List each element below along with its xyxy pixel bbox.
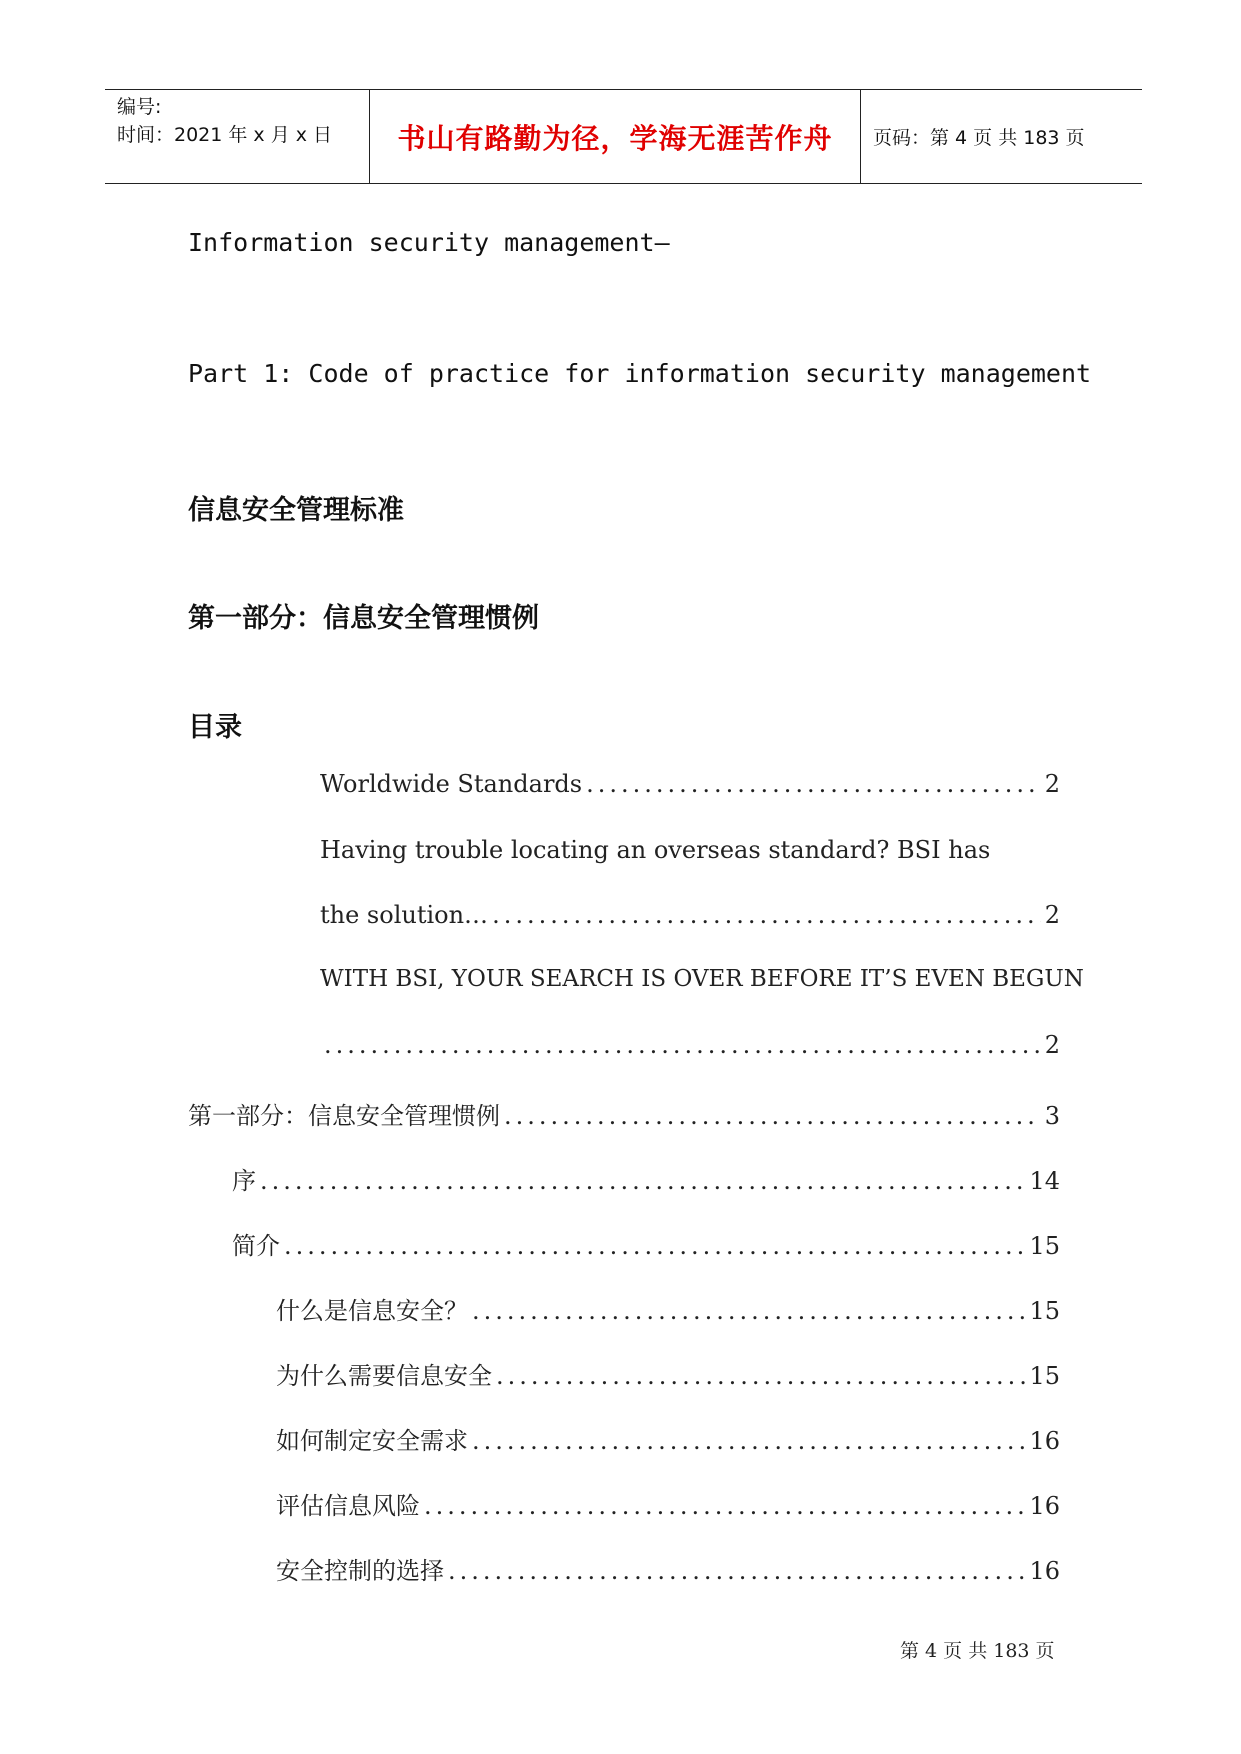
toc-entry-page: 2 bbox=[1044, 901, 1060, 929]
document-date: 时间：2021 年 x 月 x 日 bbox=[117, 124, 333, 146]
toc-entry[interactable] bbox=[276, 1551, 1060, 1586]
english-title-line1: Information security management— bbox=[188, 228, 670, 257]
toc-entry[interactable] bbox=[320, 770, 1060, 798]
toc-entry-wrapped-line[interactable]: WITH BSI, YOUR SEARCH IS OVER BEFORE IT’S EVEN BEGUN bbox=[320, 966, 1084, 992]
toc-entry[interactable] bbox=[320, 901, 1060, 929]
toc-leader-dots bbox=[448, 1557, 1025, 1585]
toc-entry[interactable] bbox=[320, 1031, 1060, 1059]
toc-leader-dots bbox=[496, 1362, 1025, 1390]
toc-heading: 目录 bbox=[188, 712, 242, 743]
toc-entry-page: 16 bbox=[1029, 1492, 1060, 1520]
toc-entry-title: 安全控制的选择 bbox=[276, 1557, 444, 1585]
toc-leader-dots bbox=[586, 770, 1041, 798]
toc-entry[interactable] bbox=[232, 1161, 1060, 1196]
toc-leader-dots bbox=[424, 1492, 1025, 1520]
toc-entry-title: 序 bbox=[232, 1167, 256, 1195]
toc-entry-page: 15 bbox=[1029, 1362, 1060, 1390]
toc-leader-dots bbox=[260, 1167, 1025, 1195]
header-page-info: 页码：第 4 页 共 183 页 bbox=[873, 127, 1085, 149]
toc-entry[interactable] bbox=[276, 1486, 1060, 1521]
toc-entry-page: 14 bbox=[1029, 1167, 1060, 1195]
toc-entry-page: 16 bbox=[1029, 1427, 1060, 1455]
toc-entry-page: 15 bbox=[1029, 1297, 1060, 1325]
toc-entry-page: 16 bbox=[1029, 1557, 1060, 1585]
toc-leader-dots bbox=[284, 1232, 1025, 1260]
header-motto-cell bbox=[370, 90, 861, 183]
toc-entry-title: 简介 bbox=[232, 1232, 280, 1260]
toc-entry-wrapped-line[interactable]: Having trouble locating an overseas standard? BSI has bbox=[320, 836, 991, 864]
header-meta-cell bbox=[105, 90, 370, 183]
toc-entry-page: 3 bbox=[1044, 1102, 1060, 1130]
document-number-label: 编号: bbox=[117, 96, 162, 118]
toc-leader-dots bbox=[472, 1427, 1025, 1455]
chinese-title: 信息安全管理标准 bbox=[188, 495, 404, 526]
header-motto: 书山有路勤为径，学海无涯苦作舟 bbox=[397, 121, 833, 155]
toc-leader-dots bbox=[504, 1102, 1041, 1130]
toc-entry-title: Worldwide Standards bbox=[320, 770, 583, 798]
toc-leader-dots bbox=[492, 901, 1041, 929]
toc-entry-page: 2 bbox=[1044, 1031, 1060, 1059]
toc-entry[interactable] bbox=[232, 1226, 1060, 1261]
toc-entry-title: 评估信息风险 bbox=[276, 1492, 420, 1520]
toc-entry-title: 第一部分：信息安全管理惯例 bbox=[188, 1102, 500, 1130]
header-page-cell bbox=[861, 90, 1142, 183]
toc-entry-title: 如何制定安全需求 bbox=[276, 1427, 468, 1455]
english-title-line2: Part 1: Code of practice for information security management bbox=[188, 359, 1092, 388]
toc-entry[interactable] bbox=[188, 1096, 1060, 1131]
chinese-part-title: 第一部分：信息安全管理惯例 bbox=[188, 603, 539, 634]
toc-entry-title: 为什么需要信息安全 bbox=[276, 1362, 492, 1390]
page-footer: 第 4 页 共 183 页 bbox=[900, 1640, 1055, 1662]
toc-leader-dots bbox=[324, 1031, 1041, 1059]
toc-entry-page: 15 bbox=[1029, 1232, 1060, 1260]
toc-entry-title: the solution… bbox=[320, 901, 489, 929]
toc-entry[interactable] bbox=[276, 1356, 1060, 1391]
toc-entry[interactable] bbox=[276, 1421, 1060, 1456]
toc-leader-dots bbox=[472, 1297, 1025, 1325]
toc-entry-page: 2 bbox=[1044, 770, 1060, 798]
toc-entry[interactable] bbox=[276, 1291, 1060, 1326]
toc-entry-title: 什么是信息安全？ bbox=[276, 1297, 468, 1325]
document-header bbox=[105, 89, 1142, 184]
